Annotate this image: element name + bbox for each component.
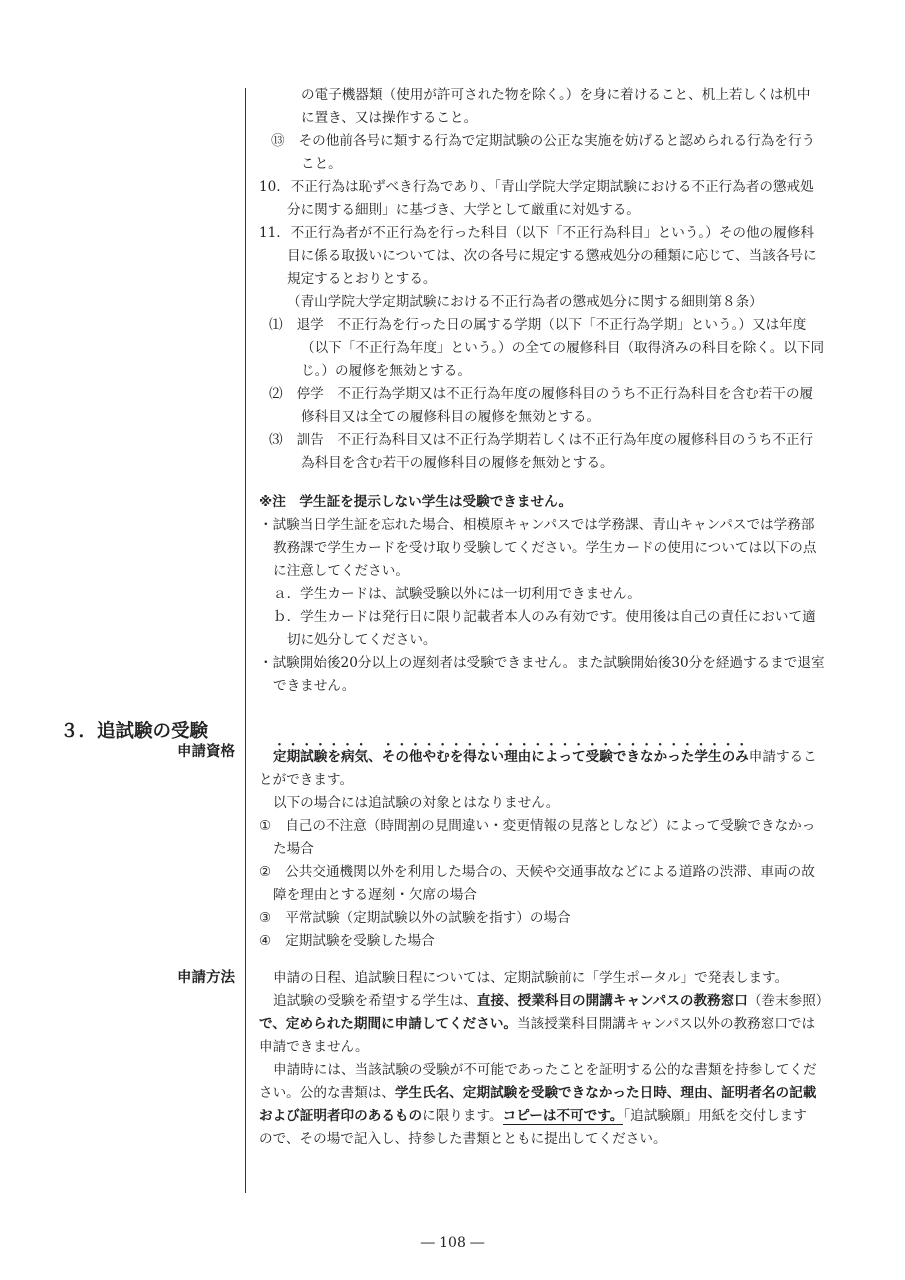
text-run: 当該授業科目開講キャンパス以外の教務窓口では (517, 1016, 816, 1032)
text-line: 停学 不正行為学期又は不正行為年度の履修科目のうち不正行為科目を含む若干の履 (296, 386, 814, 402)
note-block (259, 491, 834, 698)
text-line: 自己の不注意（時間割の見間違い・変更情報の見落としなど）によって受験できなかっ (285, 818, 816, 834)
sub-item-2 (259, 383, 834, 406)
sub-item-1 (259, 314, 834, 337)
text-line (259, 1105, 834, 1128)
text-line: 教務課で学生カードを受け取り受験してください。学生カードの使用については以下の点 (273, 540, 817, 556)
text-line: 障を理由とする遅刻・欠席の場合 (273, 887, 477, 903)
text-line: とができます。 (259, 772, 354, 788)
item-number: ⑵ (269, 386, 283, 402)
text-line: 規定するとおりとする。 (287, 271, 437, 287)
case-item-3 (259, 907, 834, 930)
text-line: じ。）の履修を無効とする。 (301, 363, 471, 379)
no-copies-notice: コピーは不可です。 (502, 1108, 624, 1124)
text-line: の電子機器類（使用が許可された物を除く。）を身に着けること、机上若しくは机中 (301, 87, 811, 103)
text-line: 申請の日程、追試験日程については、定期試験前に「学生ポータル」で発表します。 (273, 970, 789, 986)
case-item-4 (259, 930, 834, 953)
eligibility-label: 申請資格 (177, 744, 235, 760)
note-title: ※注 学生証を提示しない学生は受験できません。 (259, 494, 573, 510)
text-line: 為科目を含む若干の履修科目の履修を無効とする。 (301, 455, 614, 471)
text-run: （巻末参照） (747, 993, 830, 1009)
method-para-2 (259, 990, 834, 1013)
bold-run: 学生氏名、定期試験を受験できなかった日時、理由、証明者名の記載 (394, 1085, 817, 1101)
text-line: 分に関する細則」に基づき、大学として厳重に対処する。 (287, 202, 640, 218)
item-number: ④ (259, 933, 272, 949)
item-number: ② (259, 864, 272, 880)
note-bullet-2: ・試験開始後20分以上の遅刻者は受験できません。また試験開始後30分を経過するまで退室 (259, 655, 825, 671)
text-line: できません。 (273, 678, 356, 694)
eligibility-block (259, 741, 834, 953)
item-number: 10. (259, 179, 281, 195)
text-line: た場合 (273, 841, 314, 857)
case-item-2 (259, 861, 834, 884)
eligibility-emphasis: 定期試験を病気、その他やむを得ない理由によって受験できなかった学生のみ (273, 749, 749, 765)
page-number: ― 108 ― (420, 1235, 485, 1251)
method-label: 申請方法 (177, 970, 235, 986)
text-run: 申請するこ (748, 749, 817, 765)
item-number: ① (259, 818, 272, 834)
bold-run: 直接、授業科目の開講キャンパスの教務窓口 (476, 993, 748, 1009)
text-line: 切に処分してください。 (287, 632, 437, 648)
list-item-11 (259, 222, 834, 245)
margin-rule (245, 88, 246, 1193)
regulation-reference: （青山学院大学定期試験における不正行為者の懲戒処分に関する細則第８条） (287, 294, 763, 310)
text-line: （以下「不正行為年度」という。）の全ての履修科目（取得済みの科目を除く。以下同 (301, 340, 825, 356)
method-para-3: 申請時には、当該試験の受験が不可能であったことを証明する公的な書類を持参してくだ (273, 1062, 817, 1078)
item-number: ⑬ (271, 133, 285, 149)
text-line: 退学 不正行為を行った日の属する学期（以下「不正行為学期」という。）又は年度 (296, 317, 807, 333)
note-item-a: ａ．学生カードは、試験受験以外には一切利用できません。 (273, 586, 641, 602)
text-line: 以下の場合には追試験の対象とはなりません。 (273, 795, 560, 811)
text-line: 不正行為者が不正行為を行った科目（以下「不正行為科目」という。）その他の履修科 (290, 225, 814, 241)
text-run: に限ります。 (422, 1108, 503, 1124)
text-line: 修科目又は全ての履修科目の履修を無効とする。 (301, 409, 601, 425)
text-line: に注意してください。 (273, 563, 409, 579)
text-line: 公共交通機関以外を利用した場合の、天候や交通事故などによる道路の渋滞、車両の故 (285, 864, 815, 880)
text-run: 「追試験願」用紙を交付します (623, 1108, 807, 1124)
sub-item-3 (259, 429, 834, 452)
text-line (259, 1013, 834, 1036)
list-item-10 (259, 176, 834, 199)
text-line: 定期試験を受験した場合 (285, 933, 435, 949)
text-line: こと。 (301, 156, 342, 172)
text-line (259, 1082, 834, 1105)
text-line: その他前各号に類する行為で定期試験の公正な実施を妨げると認められる行為を行う (298, 133, 816, 149)
item-number: ⑶ (269, 432, 283, 448)
case-item-1 (259, 815, 834, 838)
text-line: 不正行為は恥ずべき行為であり、「青山学院大学定期試験における不正行為者の懲戒処 (290, 179, 814, 195)
text-line: ので、その場で記入し、持参した書類とともに提出してください。 (259, 1131, 667, 1147)
note-item-b: ｂ．学生カードは発行日に限り記載者本人のみ有効です。使用後は自己の責任において適 (273, 609, 816, 625)
method-block (259, 967, 834, 1151)
item-number: 11. (259, 225, 281, 241)
text-line: 申請できません。 (259, 1039, 369, 1055)
list-item-13 (259, 130, 834, 153)
text-run: さい。公的な書類は、 (259, 1085, 395, 1101)
section-title: ３．追試験の受験 (60, 721, 209, 742)
bold-run: および証明者印のあるもの (259, 1108, 423, 1124)
text-line: 平常試験（定期試験以外の試験を指す）の場合 (285, 910, 571, 926)
eligibility-line (259, 741, 834, 769)
note-bullet-1: ・試験当日学生証を忘れた場合、相模原キャンパスでは学務課、青山キャンパスでは学務部 (259, 517, 815, 533)
text-line: 目に係る取扱いについては、次の各号に規定する懲戒処分の種類に応じて、当該各号に (287, 248, 817, 264)
prev-section (259, 84, 834, 475)
text-run: 追試験の受験を希望する学生は、 (273, 993, 477, 1009)
item-number: ③ (259, 910, 272, 926)
item-number: ⑴ (269, 317, 283, 333)
text-line: に置き、又は操作すること。 (301, 110, 478, 126)
bold-run: で、定められた期間に申請してください。 (259, 1016, 518, 1032)
text-line: 訓告 不正行為科目又は不正行為学期若しくは不正行為年度の履修科目のうち不正行 (296, 432, 814, 448)
